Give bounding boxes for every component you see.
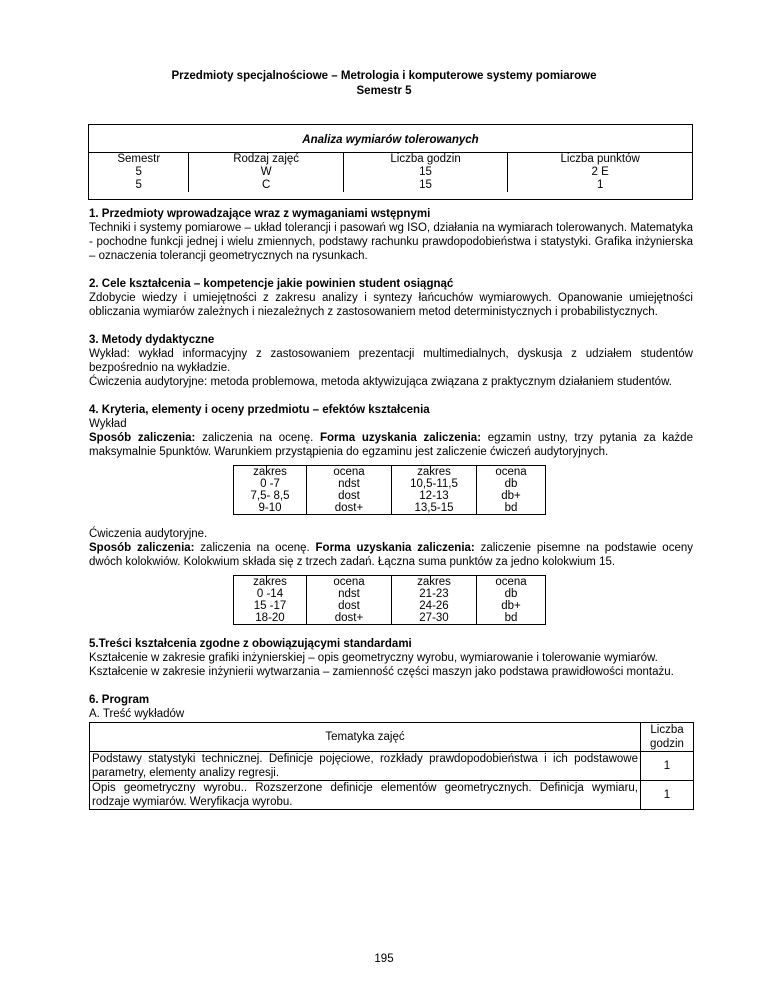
section-text: Kształcenie w zakresie inżynierii wytwarzania – zamienność części maszyn jako podstawa prawidłowości montażu. <box>89 666 674 678</box>
exercise-form-value: zaliczenie pisemne na podstawie oceny dwóch kolokwiów. Kolokwium składa się z trzech zadań. Łączna suma punktów za jedno kolokwium 15. <box>89 542 693 568</box>
program-topic: Podstawy statystyki technicznej. Definicje pojęciowe, rozkłady prawdopodobieństwa i ich podstawowe parametry, elementy analizy regresji. <box>90 752 641 781</box>
section-heading: 6. Program <box>89 694 150 706</box>
course-cell: 1 <box>508 179 692 192</box>
lecture-criteria-text <box>89 431 693 459</box>
grade-col <box>234 576 307 625</box>
section-criteria <box>89 403 693 625</box>
grade-cell: dost <box>338 490 360 502</box>
course-cell: 2 E <box>508 166 692 179</box>
lecture-program-table <box>89 722 694 810</box>
section-heading: 5.Treści kształcenia zgodne z obowiązującymi standardami <box>89 638 412 650</box>
grade-cell: dost+ <box>334 502 364 514</box>
lecture-method-value: zaliczenia na ocenę. <box>195 432 320 444</box>
grade-cell: db+ <box>501 600 521 612</box>
section-text: Kształcenie w zakresie grafiki inżynierskiej – opis geometryczny wyrobu, wymiarowanie i tolerowanie wymiarów. <box>89 652 658 664</box>
course-cell: 5 <box>135 179 142 191</box>
grade-cell: 0 -14 <box>256 588 284 600</box>
grade-cell: 10,5-11,5 <box>410 478 458 490</box>
section-program <box>89 693 693 810</box>
grade-col <box>234 466 307 515</box>
section-heading: 4. Kryteria, elementy i oceny przedmiotu – efektów kształcenia <box>89 404 430 416</box>
grade-cell: 21-23 <box>419 588 449 600</box>
course-col-header: Liczba godzin <box>343 153 508 166</box>
page-header <box>0 69 768 99</box>
grade-col <box>307 466 392 515</box>
grade-header: zakres <box>253 466 287 478</box>
page-header-line2: Semestr 5 <box>356 85 412 97</box>
section-goals <box>89 277 693 319</box>
section-standards <box>89 637 693 679</box>
program-header-hours: Liczba godzin <box>641 723 694 752</box>
lecture-grade-table <box>233 465 546 515</box>
grade-cell: 0 -7 <box>260 478 280 490</box>
main-content <box>89 207 693 810</box>
grade-header: ocena <box>495 576 527 588</box>
course-info-box <box>88 124 693 200</box>
section-methods <box>89 333 693 389</box>
program-topic: Opis geometryczny wyrobu.. Rozszerzone definicje elementów geometrycznych. Definicja wymiaru, rodzaje wymiarów. Weryfikacja wyrobu. <box>90 781 641 810</box>
grade-cell: db <box>504 478 518 490</box>
program-header-topic: Tematyka zajęć <box>90 723 641 752</box>
section-heading: 2. Cele kształcenia – kompetencje jakie powinien student osiągnąć <box>89 278 454 290</box>
course-col-header: Semestr <box>117 153 161 165</box>
course-col-header: Rodzaj zajęć <box>189 153 343 166</box>
table-row <box>90 781 694 810</box>
course-col-header: Liczba punktów <box>508 153 692 166</box>
grade-cell: bd <box>504 502 518 514</box>
section-heading: 3. Metody dydaktyczne <box>89 334 215 346</box>
grade-cell: dost <box>338 600 360 612</box>
exercise-label: Ćwiczenia audytoryjne. <box>89 528 208 540</box>
grade-cell: 9-10 <box>258 502 282 514</box>
grade-cell: 24-26 <box>419 600 449 612</box>
grade-header: zakres <box>253 576 287 588</box>
lecture-label: Wykład <box>89 418 127 430</box>
grade-cell: db <box>504 588 518 600</box>
course-cell: C <box>189 179 343 192</box>
section-prerequisites <box>89 207 693 263</box>
grade-cell: db+ <box>501 490 521 502</box>
grade-cell: 27-30 <box>419 612 449 624</box>
grade-cell: 18-20 <box>255 612 285 624</box>
course-info-grid <box>89 153 692 192</box>
course-cell: 15 <box>343 179 508 192</box>
grade-col <box>307 576 392 625</box>
section-heading: 1. Przedmioty wprowadzające wraz z wymaganiami wstępnymi <box>89 208 431 220</box>
lecture-method-label: Sposób zaliczenia: <box>89 432 196 444</box>
table-row <box>90 752 694 781</box>
grade-cell: 12-13 <box>419 490 449 502</box>
grade-col <box>392 576 477 625</box>
program-hours: 1 <box>641 752 694 781</box>
grade-header: zakres <box>417 576 451 588</box>
exercise-grade-table <box>233 575 546 625</box>
section-text: Techniki i systemy pomiarowe – układ tolerancji i pasowań wg ISO, działania na wymiarach tolerowanych. Matematyka - pochodne funkcji jednej i wielu zmiennych, podstawy rachunku prawdopodobieństwa i statystyki. Grafika inżynierska – oznaczenia tolerancji geometrycznych na rysunkach. <box>89 222 693 262</box>
grade-header: zakres <box>417 466 451 478</box>
grade-header: ocena <box>333 576 365 588</box>
grade-col <box>477 466 546 515</box>
course-cell: 15 <box>343 166 508 179</box>
grade-header: ocena <box>333 466 365 478</box>
page-header-line1: Przedmioty specjalnościowe – Metrologia i komputerowe systemy pomiarowe <box>171 70 597 82</box>
exercise-method-label: Sposób zaliczenia: <box>89 542 195 554</box>
grade-header: ocena <box>495 466 527 478</box>
lecture-form-value: egzamin ustny, trzy pytania za każde maksymalnie 5punktów. Warunkiem przystąpienia do egzaminu jest zaliczenie ćwiczeń audytoryjnych. <box>89 432 693 458</box>
section-subheading: A. Treść wykładów <box>89 708 185 720</box>
grade-col <box>392 466 477 515</box>
program-hours: 1 <box>641 781 694 810</box>
grade-cell: 13,5-15 <box>414 502 454 514</box>
exercise-criteria-text <box>89 541 693 569</box>
exercise-method-value: zaliczenia na ocenę. <box>194 542 316 554</box>
grade-cell: bd <box>504 612 518 624</box>
grade-cell: dost+ <box>334 612 364 624</box>
section-text: Ćwiczenia audytoryjne: metoda problemowa, metoda aktywizująca związana z praktycznym działaniem studentów. <box>89 376 672 388</box>
section-text: Wykład: wykład informacyjny z zastosowaniem prezentacji multimedialnych, dyskusja z udziałem studentów bezpośrednio na wykładzie. <box>89 348 693 374</box>
page-number: 195 <box>374 953 394 965</box>
section-text: Zdobycie wiedzy i umiejętności z zakresu analizy i syntezy łańcuchów wymiarowych. Opanowanie umiejętności obliczania wymiarów zależnych i niezależnych z zastosowaniem metod deterministycznych i probabilistycznych. <box>89 292 693 318</box>
lecture-form-label: Forma uzyskania zaliczenia: <box>320 432 482 444</box>
grade-cell: ndst <box>338 588 360 600</box>
course-title: Analiza wymiarów tolerowanych <box>302 134 479 146</box>
grade-col <box>477 576 546 625</box>
exercise-form-label: Forma uzyskania zaliczenia: <box>315 542 475 554</box>
course-cell: 5 <box>135 166 142 178</box>
course-cell: W <box>189 166 343 179</box>
grade-cell: 15 -17 <box>253 600 287 612</box>
grade-cell: ndst <box>338 478 360 490</box>
grade-cell: 7,5- 8,5 <box>250 490 290 502</box>
